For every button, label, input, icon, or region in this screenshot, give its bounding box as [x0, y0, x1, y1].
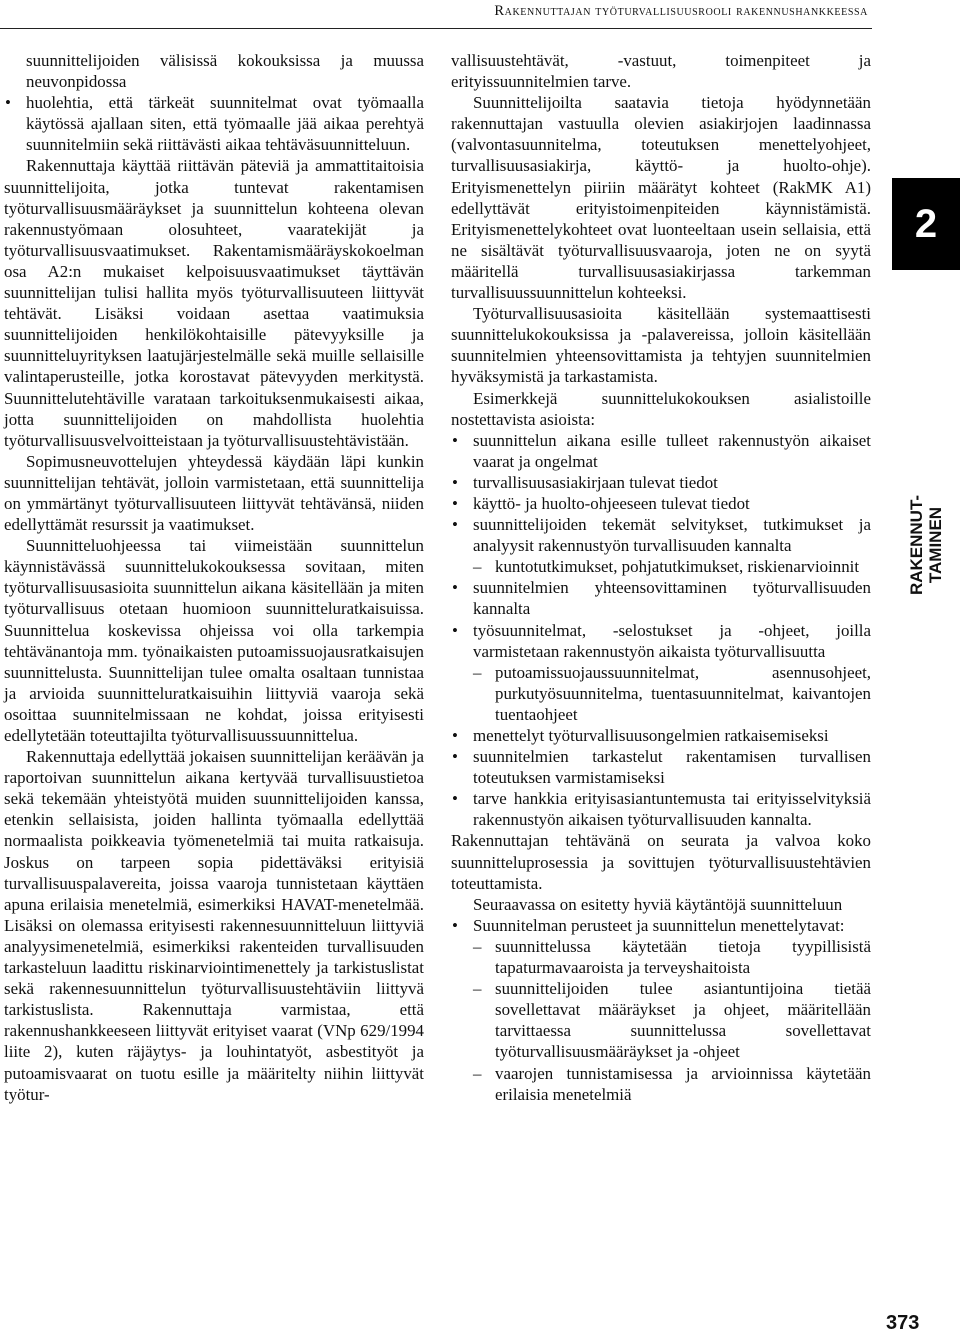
list-item: • työsuunnitelmat, -selostukset ja -ohjeet, joilla varmistetaan rakennustyön aikaista työturvallisuutta [451, 620, 871, 662]
continued-list [4, 50, 424, 155]
paragraph: Sopimusneuvottelujen yhteydessä käydään läpi kunkin suunnittelijan tehtävät, jolloin varmistetaan, että suunnittelija on ymmärtänyt työturvallisuuteen liittyvät tehtävänsä, niiden edellyttämät resurssit ja vaatimukset. [4, 451, 424, 535]
paragraph: Rakennuttaja edellyttää jokaisen suunnittelijan keräävän ja raportoivan suunnittelun aikana kertyvää turvallisuustietoa sekä tekemään yhteistyötä muiden suunnittelijoiden kanssa, etenkin sellaisista, joiden hallinta työmaalla edellyttää normaalista poikkeavia työmenetelmiä tai muita ratkaisuja. Joskus on tarpeen sopia pidettäväksi erityisiä turvallisuuspalavereita, joissa vaaroja tunnistetaan käyttäen apuna erilaisia menetelmiä, esimerkiksi HAVAT-menetelmää. Lisäksi on olemassa erityisesti rakennesuunnitteluun liittyviä analyysimenetelmiä, esimerkiksi rakenteiden turvallisuuden tarkasteluun laadittu riskinarviointimenettely ja tarkistuslistat sekä rakennesuunnittelun työturvallisuustehtäviin liittyvä tarkistuslista. Rakennuttaja varmistaa, että rakennushankkeeseen liittyvät erityiset vaarat (VNp 629/1994 liite 2), kuten räjäytys- ja louhintatyöt, asbestityöt ja putoamisvaarat on tuotu esille ja määritelty niihin liittyvät työtur- [4, 747, 424, 1104]
sub-list-item: – kuntotutkimukset, pohjatutkimukset, riskienarvioinnit [451, 556, 871, 577]
chapter-tab: 2 [892, 178, 960, 270]
list-item: • huolehtia, että tärkeät suunnitelmat ovat työmaalla käytössä ajallaan siten, että työmaalle jää aikaa perehtyä suunnitelmiin sekä riittävästi aikaa tehtäväsuunnitteluun. [4, 92, 424, 155]
side-label-line: TAMINEN [926, 506, 946, 584]
list-item: • menettelyt työturvallisuusongelmien ratkaisemiseksi [451, 725, 871, 746]
paragraph: Esimerkkejä suunnittelukokouksen asialistoille nostettavista asioista: [451, 388, 871, 429]
list-item: • turvallisuusasiakirjaan tulevat tiedot [451, 472, 871, 493]
paragraph: vallisuustehtävät, -vastuut, toimenpiteet ja erityissuunnitelmien tarve. [451, 51, 871, 92]
sub-list-item: – suunnittelussa käytetään tietoja tyypillisistä tapaturmavaaroista ja terveyshaitoista [451, 936, 871, 978]
practices-list [451, 915, 871, 1105]
paragraph: Seuraavassa on esitetty hyviä käytäntöjä suunnitteluun [473, 894, 843, 914]
paragraph: Suunnittelijoilta saatavia tietoja hyödynnetään rakennuttajan vastuulla olevien asiakirjojen laadinnassa (valvontasuunnitelma, toteutuksen menettelyohjeet, turvallisuusasiakirja, käyttö- ja huolto-ohje). Erityismenettelyn piiriin määrätyt kohteet (RakMK A1) edellyttävät erityistoimenpiteiden käynnistämistä. Erityismenettelykohteet ovat luonteeltaan usein sellaisia, että ne sisältävät työturvallisuusvaaroja, joten ne on syytä määritellä turvallisuusasiakirjassa tarkemman turvallisuussuunnittelun kohteeksi. [451, 93, 871, 303]
sub-list-item: – putoamissuojaussuunnitelmat, asennusohjeet, purkutyösuunnitelma, tuentasuunnitelmat, kaivantojen tuentaohjeet [451, 662, 871, 725]
side-label-line: RAKENNUT- [907, 494, 927, 596]
list-item: • suunnittelijoiden tekemät selvitykset, tutkimukset ja analyysit rakennustyön turvallisuuden kannalta [451, 514, 871, 556]
running-header: Rakennuttajan työturvallisuusrooli rakennushankkeessa [494, 3, 868, 19]
page-number: 373 [886, 1312, 920, 1334]
left-column [4, 50, 424, 1105]
list-item: • suunnittelun aikana esille tulleet rakennustyön aikaiset vaarat ja ongelmat [451, 430, 871, 472]
paragraph: Rakennuttajan tehtävänä on seurata ja valvoa koko suunnitteluprosessia ja sovittujen työturvallisuustehtävien toteuttamista. [451, 831, 871, 893]
list-item-continued: suunnittelijoiden välisissä kokouksissa ja muussa neuvonpidossa [26, 51, 424, 92]
agenda-list [451, 430, 871, 831]
list-item: • käyttö- ja huolto-ohjeeseen tulevat tiedot [451, 493, 871, 514]
side-section-label [892, 470, 960, 620]
header-rule [0, 28, 872, 29]
list-item: • Suunnitelman perusteet ja suunnittelun menettelytavat: [451, 915, 871, 936]
paragraph: Suunnitteluohjeessa tai viimeistään suunnittelun käynnistävässä suunnittelukokouksessa sovitaan, miten työturvallisuusasioita suunnittelun aikana käsitellään ja miten työturvallisuus otetaan huomioon suunnitteluratkaisuissa. Suunnittelua koskevissa ohjeissa voi olla tarkempia tehtävänantoja mm. työnaikaisten putoamissuojausratkaisujen suunnittelusta. Suunnittelijan tulee omalta osaltaan tunnistaa ja arvioida suunnitteluratkaisuihin liittyviä vaaroja sekä osoittaa suunnitelmissaan ne kohdat, joissa erityisesti edellytetään toteuttajilta työturvallisuussuunnittelua. [4, 536, 424, 745]
paragraph: Rakennuttaja käyttää riittävän päteviä ja ammattitaitoisia suunnittelijoita, jotka tuntevat rakentamisen työturvallisuusmääräykset ja suunnittelun kohteena olevan rakennustyömaan olosuhteet, vaaratekijät ja työturvallisuusvaatimukset. Rakentamismääräyskokoelman osa A2:n mukaiset kelpoisuusvaatimukset täyttävän suunnittelijan tulisi hallita myös työturvallisuuteen liittyvät tehtävät. Lisäksi voidaan asettaa vaatimuksia suunnittelijoiden henkilökohtaisille pätevyyksille ja suunnitteluyrityksen laatujärjestelmälle sekä muille sellaisille valintaperusteille, jotka korostavat pätevyyden merkitystä. Suunnittelutehtäville varataan tarkoituksenmukaisesti aikaa, jotta suunnittelijoiden on mahdollista huolehtia työturvallisuusvelvoitteistaan ja työturvallisuustehtävistään. [4, 156, 424, 450]
paragraph: Työturvallisuusasioita käsitellään systemaattisesti suunnittelukokouksissa ja -palavereissa, jolloin käsitellään suunnitelmien yhteensovittamista ja tehtyjen suunnitelmien hyväksymistä ja tarkastamista. [451, 304, 871, 387]
list-item: • suunnitelmien yhteensovittaminen työturvallisuuden kannalta [451, 577, 871, 619]
sub-list-item: – suunnittelijoiden tulee asiantuntijoina tietää sovellettavat määräykset ja ohjeet, määritellään tarvittaessa suunnittelussa sovellettavat työturvallisuusmääräykset ja -ohjeet [451, 978, 871, 1062]
list-item: • suunnitelmien tarkastelut rakentamisen turvallisen toteutuksen varmistamiseksi [451, 746, 871, 788]
sub-list-item: – vaarojen tunnistamisessa ja arvioinnissa käytetään erilaisia menetelmiä [451, 1063, 871, 1105]
right-column [451, 50, 871, 1105]
list-item: • tarve hankkia erityisasiantuntemusta tai erityisselvityksiä rakennustyön aikaisen työturvallisuuden kannalta. [451, 788, 871, 830]
